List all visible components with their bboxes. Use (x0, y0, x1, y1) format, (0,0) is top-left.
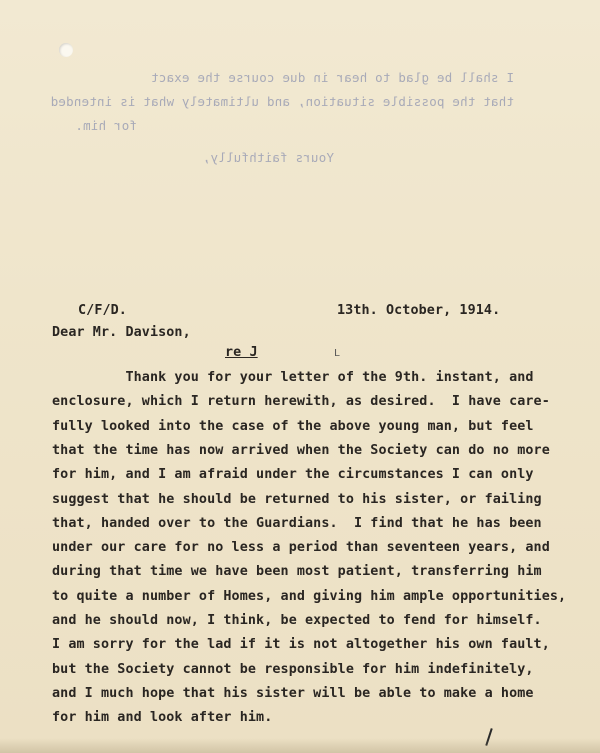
subject-line: re J (225, 345, 258, 360)
salutation: Dear Mr. Davison, (52, 325, 191, 340)
margin-mark: L (334, 348, 341, 359)
body-line: that the time has now arrived when the Society can do no more (52, 442, 550, 458)
body-line: enclosure, which I return herewith, as desired. I have care- (52, 394, 550, 410)
body-line: but the Society cannot be responsible for him indefinitely, (52, 661, 534, 677)
page-edge-shadow (0, 738, 600, 753)
body-line: to quite a number of Homes, and giving him ample opportunities, (52, 588, 567, 604)
body-line: and I much hope that his sister will be able to make a home (52, 685, 534, 701)
body-line: and he should now, I think, be expected to fend for himself. (52, 613, 542, 628)
reference-code: C/F/D. (78, 303, 127, 318)
body-line: for him and look after him. (52, 710, 273, 726)
body-line: suggest that he should be returned to his sister, or failing (52, 491, 542, 507)
punch-hole (59, 43, 73, 57)
body-line: fully looked into the case of the above young man, but feel (52, 418, 534, 434)
letter-date: 13th. October, 1914. (337, 303, 501, 318)
body-line: for him, and I am afraid under the circumstances I can only (52, 467, 534, 483)
body-line: during that time we have been most patient, transferring him (52, 564, 542, 580)
body-line: I am sorry for the lad if it is not altogether his own fault, (52, 637, 550, 653)
bleed-line: for him. (75, 118, 137, 133)
body-line: that, handed over to the Guardians. I find that he has been (52, 515, 542, 531)
body-line: under our care for no less a period than seventeen years, and (52, 540, 550, 556)
body-line: Thank you for your letter of the 9th. instant, and (52, 370, 534, 385)
bleed-line: I shall be glad to hear in due course the exact (150, 70, 514, 85)
bleed-line: Yours faithfully, (202, 150, 334, 165)
bleed-line: that the possible situation, and ultimately what is intended (50, 94, 514, 109)
